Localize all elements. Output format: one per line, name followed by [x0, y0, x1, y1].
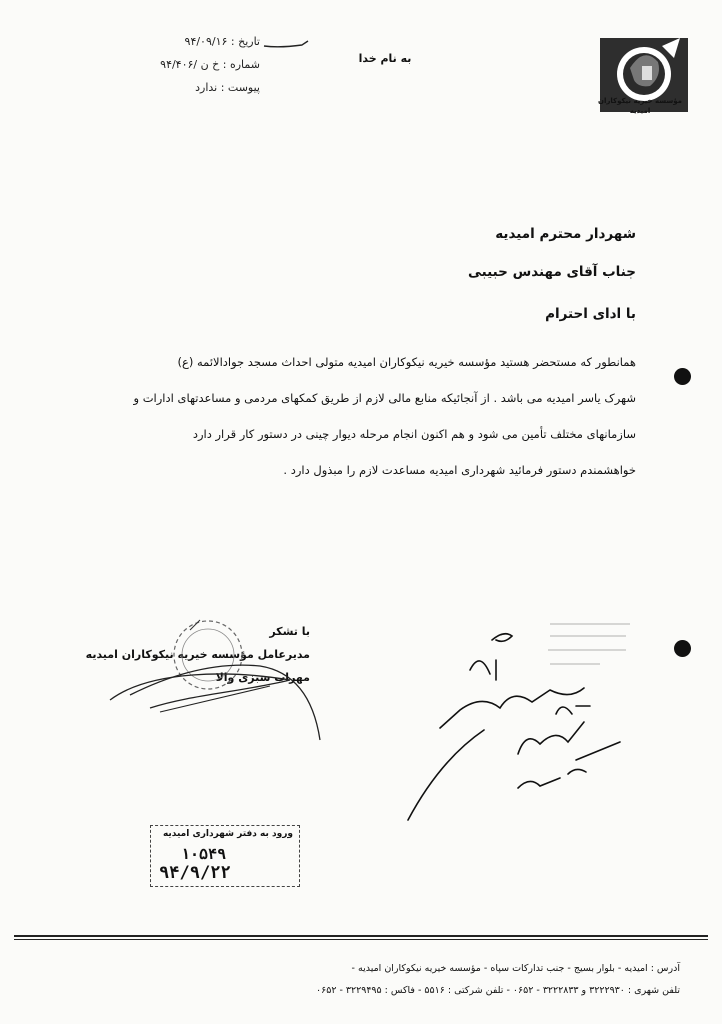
recipient-title: شهردار محترم امیدیه: [495, 226, 636, 242]
body-line: شهرک یاسر امیدیه می باشد . از آنجائیکه منابع مالی لازم از طریق کمکهای مردمی و مساعدتهای ادارات و: [133, 391, 636, 405]
footer-phones: تلفن شهری : ۳۲۲۲۹۳۰ و ۳۲۲۲۸۳۳ - ۰۶۵۲ - تلفن شرکتی : ۵۵۱۶ - فاکس : ۳۲۲۹۴۹۵ - ۰۶۵۲: [316, 985, 680, 996]
handwritten-note: [400, 610, 640, 830]
signer-name: مهراب سبزی والا: [215, 671, 310, 684]
stamp-number: ۱۰۵۴۹: [181, 845, 227, 863]
charity-logo: [590, 28, 698, 138]
footer-divider: [14, 935, 708, 937]
logo-caption: مؤسسه خیریه نیکوکاران امیدیه: [597, 97, 683, 115]
body-line: سازمانهای مختلف تأمین می شود و هم اکنون انجام مرحله دیوار چینی در دستور کار قرار دارد: [192, 427, 636, 441]
greeting: با ادای احترام: [545, 306, 636, 322]
footer-divider: [14, 939, 708, 940]
body-line: همانطور که مستحضر هستید مؤسسه خیریه نیکوکاران امیدیه متولی احداث مسجد جوادالائمه (ع): [177, 355, 636, 369]
bismillah: به نام خدا: [358, 52, 412, 65]
letterhead-footer: [40, 958, 680, 1002]
footer-address: آدرس : امیدیه - بلوار بسیج - جنب تدارکات سپاه - مؤسسه خیریه نیکوکاران امیدیه -: [351, 963, 680, 974]
closing-text: با تشکر: [269, 625, 310, 638]
stamp-date: ۹۴/۹/۲۲: [159, 863, 231, 883]
decorative-mark: [262, 39, 312, 49]
number-line: شماره : خ ن /۹۴/۴۰۶: [160, 58, 260, 71]
punch-hole: [674, 368, 691, 385]
signer-title: مدیرعامل مؤسسه خیریه نیکوکاران امیدیه: [85, 648, 310, 661]
stamp-title: ورود به دفتر شهرداری امیدیه: [162, 829, 293, 839]
registry-stamp: [150, 825, 300, 887]
date-line: تاریخ : ۹۴/۰۹/۱۶: [184, 35, 260, 48]
punch-hole: [674, 640, 691, 657]
attachment-line: پیوست : ندارد: [195, 81, 260, 94]
letter-meta: [40, 30, 260, 99]
letter-body: [66, 344, 636, 488]
signature-drawing: [90, 600, 330, 750]
recipient-name: جناب آقای مهندس حبیبی: [467, 264, 636, 280]
body-line: خواهشمندم دستور فرمائید شهرداری امیدیه مساعدت لازم را مبذول دارد .: [283, 463, 636, 477]
